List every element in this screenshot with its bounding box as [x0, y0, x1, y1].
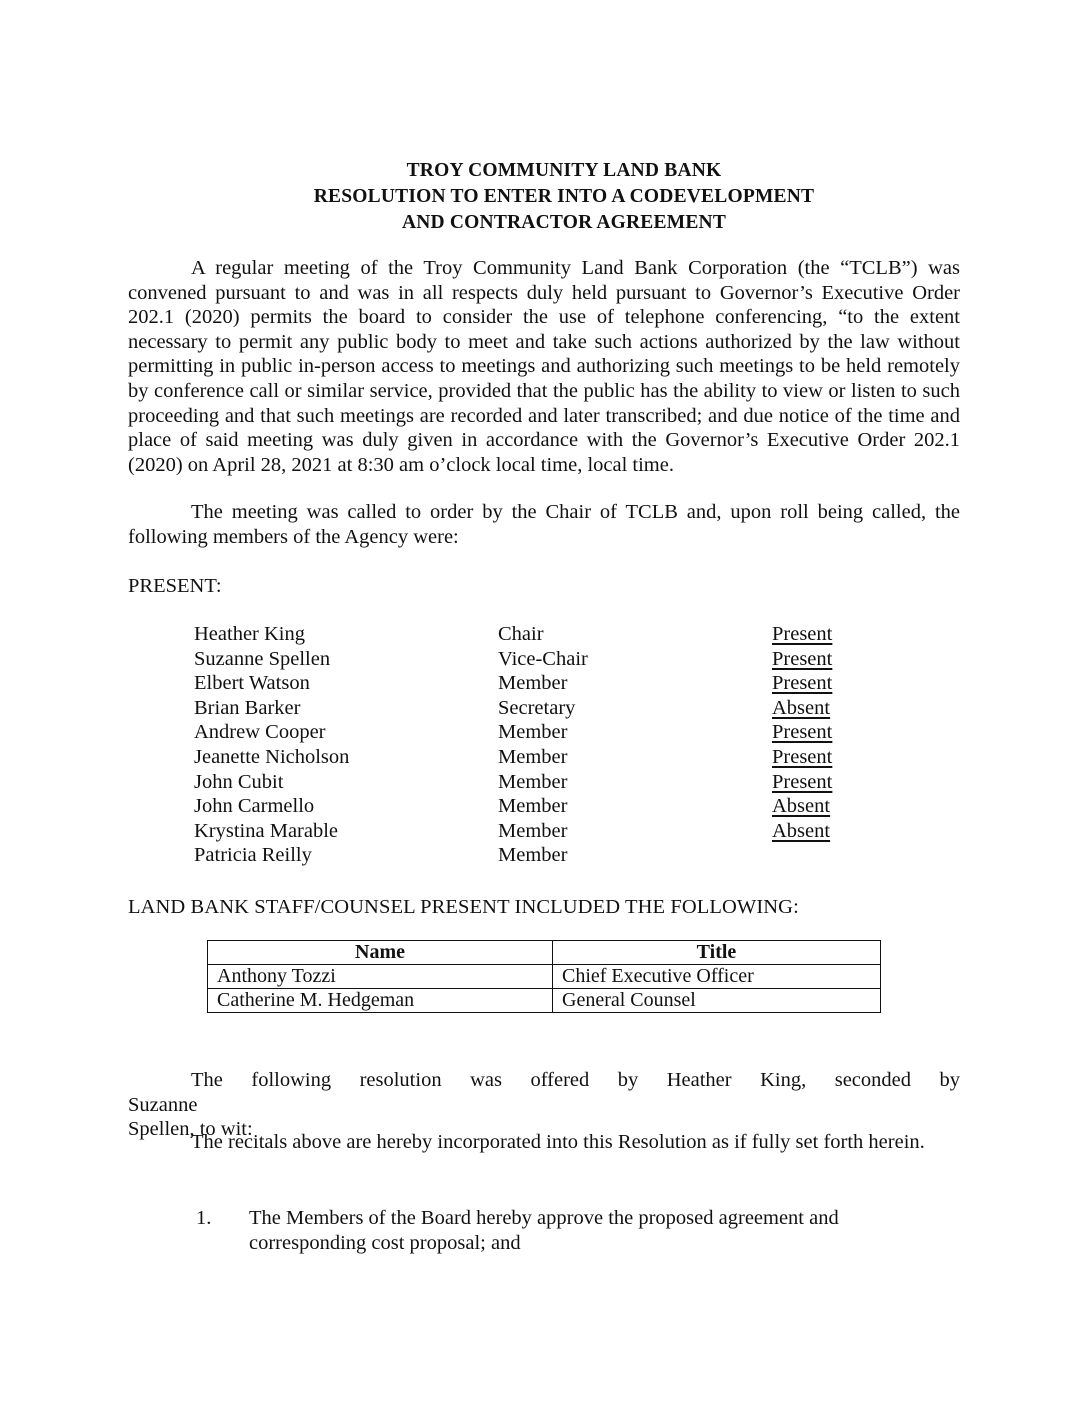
staff-heading: LAND BANK STAFF/COUNSEL PRESENT INCLUDED THE FOLLOWING: — [128, 896, 799, 918]
roll-call-row — [194, 745, 854, 770]
title-line-3: AND CONTRACTOR AGREEMENT — [401, 212, 727, 233]
member-role: Member — [498, 844, 568, 867]
roll-call-row — [194, 819, 854, 844]
member-status: Present — [772, 721, 833, 744]
roll-call-list — [194, 622, 854, 868]
member-name: Jeanette Nicholson — [194, 745, 350, 768]
list-item-number: 1. — [196, 1207, 212, 1229]
member-name: Heather King — [194, 623, 305, 645]
member-status: Present — [772, 672, 833, 695]
member-status: Present — [772, 647, 833, 670]
roll-call-row — [194, 794, 854, 819]
member-name: Krystina Marable — [194, 819, 339, 842]
list-item-text: The Members of the Board hereby approve the proposed agreement and corresponding cost proposal; and — [249, 1207, 839, 1254]
roll-call-row — [194, 696, 854, 721]
member-status: Absent — [772, 795, 831, 818]
staff-title: Chief Executive Officer — [553, 965, 881, 989]
title-line-1: TROY COMMUNITY LAND BANK — [406, 160, 722, 181]
staff-name: Catherine M. Hedgeman — [208, 989, 553, 1013]
column-header-name: Name — [208, 941, 553, 965]
member-role: Member — [498, 672, 568, 695]
member-role: Chair — [498, 623, 544, 645]
member-name: Suzanne Spellen — [194, 647, 331, 670]
roll-call-row — [194, 770, 854, 795]
meeting-notice-paragraph: A regular meeting of the Troy Community Land Bank Corporation (the “TCLB”) was convened pursuant to and was in all respects duly held pursuant to Governor’s Executive Order 202.1 (2020) permits the board to consider the use of telephone conferencing, “to the extent necessary to permit any public body to meet and take such actions authorized by the law without permitting in public in-person access to meetings and authorizing such meetings to be held remotely by conference call or similar service, provided that the public has the ability to view or listen to such proceeding and that such meetings are recorded and later transcribed; and due notice of the time and place of said meeting was duly given in accordance with the Governor’s Executive Order 202.1 (2020) on April 28, 2021 at 8:30 am o’clock local time, local time. — [128, 257, 960, 476]
title-line-2: RESOLUTION TO ENTER INTO A CODEVELOPMENT — [313, 186, 815, 207]
member-role: Member — [498, 745, 568, 768]
staff-table-header-row — [208, 941, 881, 965]
member-status: Absent — [772, 696, 831, 719]
member-name: Elbert Watson — [194, 672, 310, 695]
member-role: Member — [498, 819, 568, 842]
member-name: Andrew Cooper — [194, 721, 326, 744]
member-name: Patricia Reilly — [194, 844, 312, 867]
member-name: John Cubit — [194, 770, 284, 793]
member-name: John Carmello — [194, 795, 315, 818]
member-role: Vice-Chair — [498, 647, 588, 670]
member-role: Member — [498, 795, 568, 818]
roll-call-row — [194, 843, 854, 868]
table-row — [208, 989, 881, 1013]
staff-name: Anthony Tozzi — [208, 965, 553, 989]
member-status: Present — [772, 745, 833, 768]
staff-title: General Counsel — [553, 989, 881, 1013]
present-heading: PRESENT: — [128, 575, 222, 597]
roll-call-row — [194, 622, 854, 647]
member-role: Member — [498, 770, 568, 793]
resolution-offered-line-2: Spellen, to wit: — [128, 1118, 253, 1141]
member-status: Absent — [772, 819, 831, 842]
member-role: Secretary — [498, 696, 576, 719]
roll-call-intro-paragraph: The meeting was called to order by the Chair of TCLB and, upon roll being called, the following members of the Agency were: — [128, 501, 960, 548]
staff-table — [207, 940, 881, 1013]
roll-call-row — [194, 647, 854, 672]
member-status: Present — [772, 623, 833, 645]
member-role: Member — [498, 721, 568, 744]
member-name: Brian Barker — [194, 696, 301, 719]
column-header-title: Title — [553, 941, 881, 965]
roll-call-row — [194, 671, 854, 696]
table-row — [208, 965, 881, 989]
roll-call-row — [194, 720, 854, 745]
recitals-paragraph: The recitals above are hereby incorporated into this Resolution as if fully set forth herein. — [191, 1131, 925, 1153]
member-status: Present — [772, 770, 833, 793]
resolution-offered-line-1: The following resolution was offered by Heather King, seconded by Suzanne — [128, 1069, 960, 1116]
document-title — [0, 158, 1088, 236]
